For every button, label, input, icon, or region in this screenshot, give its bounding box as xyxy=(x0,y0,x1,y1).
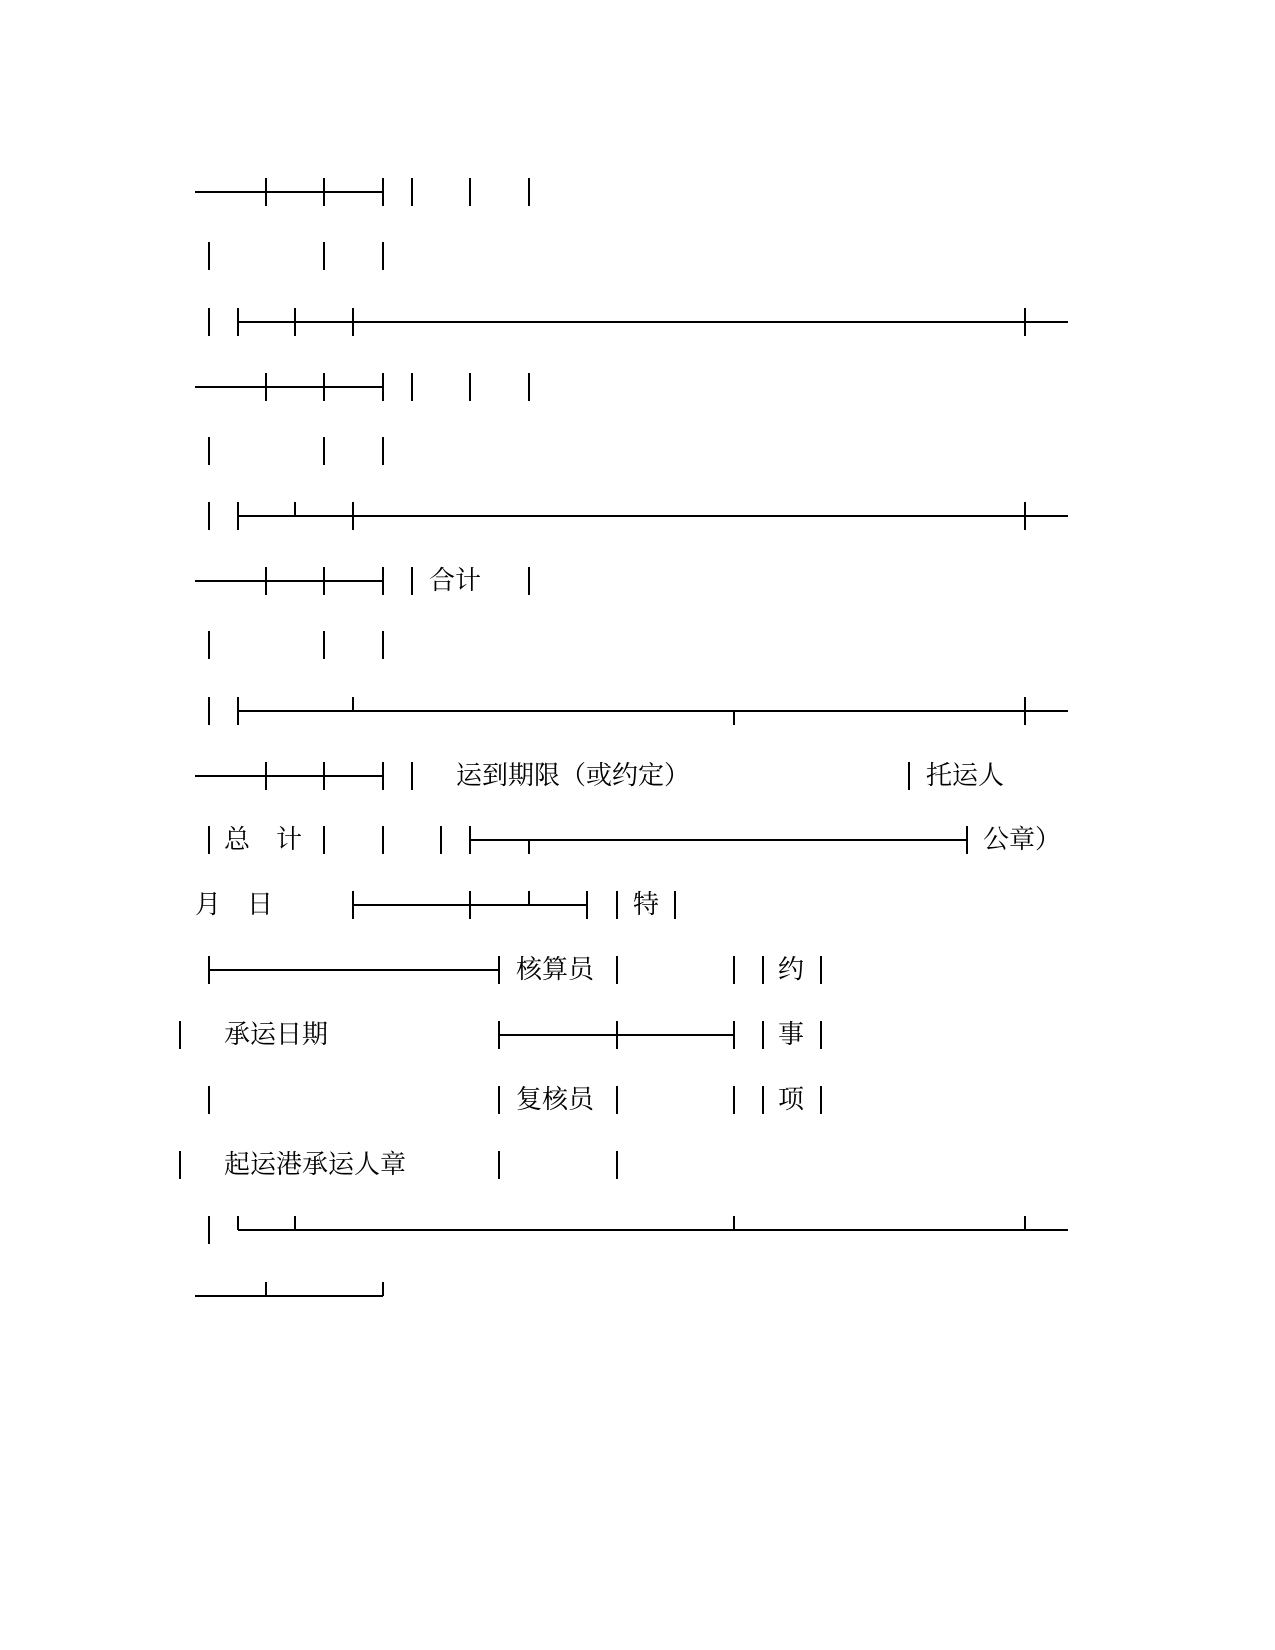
rule-row-9 xyxy=(209,697,1068,725)
label-date: 月 日 xyxy=(195,890,274,920)
label-seal: 公章） xyxy=(983,825,1062,855)
label-special-1: 特 xyxy=(633,890,660,920)
rule-row-2 xyxy=(209,242,383,270)
label-carry-date: 承运日期 xyxy=(224,1020,329,1050)
label-accountant: 核算员 xyxy=(516,955,595,985)
label-delivery-term: 运到期限（或约定） xyxy=(456,761,691,791)
rule-row-11 xyxy=(209,826,967,854)
rule-row-3 xyxy=(209,308,1068,336)
label-grand-total: 总 计 xyxy=(224,825,303,855)
rule-row-12 xyxy=(353,891,675,919)
label-special-2: 约 xyxy=(778,955,805,985)
rule-row-17 xyxy=(209,1216,1068,1244)
rule-row-1 xyxy=(195,178,529,206)
label-port-stamp: 起运港承运人章 xyxy=(224,1150,407,1180)
label-total: 合计 xyxy=(429,566,482,596)
rule-row-6 xyxy=(209,502,1068,530)
rule-row-18 xyxy=(195,1282,383,1296)
label-shipper: 托运人 xyxy=(926,761,1005,791)
rule-row-13 xyxy=(209,956,821,984)
rule-row-4 xyxy=(195,373,529,401)
rule-row-15 xyxy=(209,1086,821,1114)
label-special-4: 项 xyxy=(778,1085,805,1115)
label-reviewer: 复核员 xyxy=(516,1085,595,1115)
rule-row-8 xyxy=(209,631,383,659)
label-special-3: 事 xyxy=(778,1020,805,1050)
rule-row-5 xyxy=(209,437,383,465)
